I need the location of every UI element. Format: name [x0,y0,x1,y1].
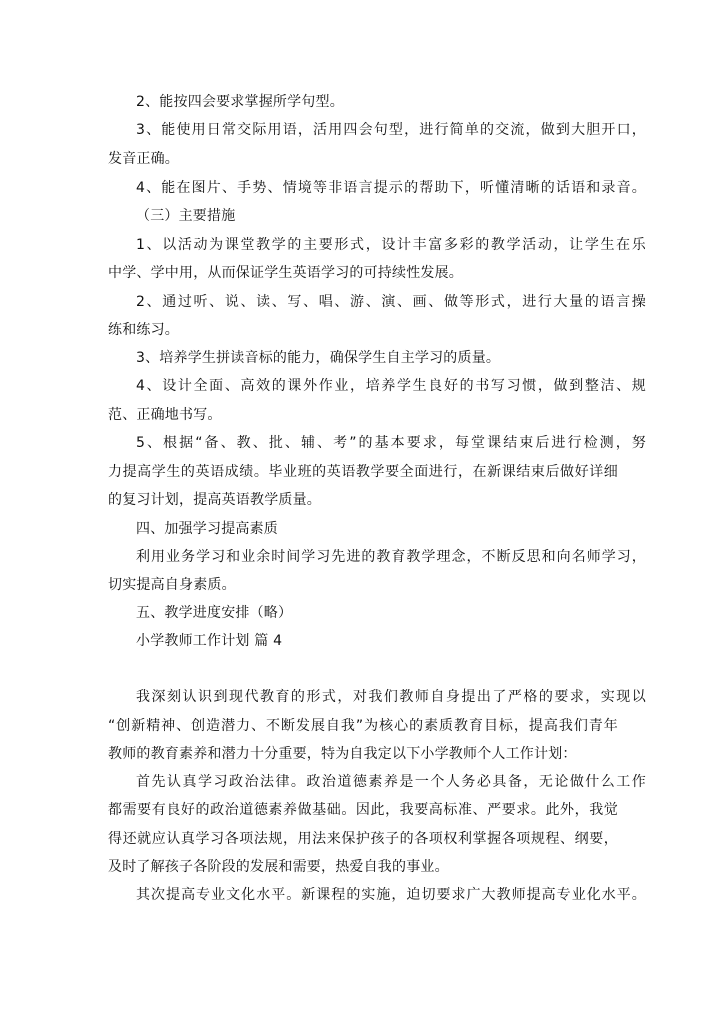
text-line: 5、根据“备、教、批、辅、考”的基本要求，每堂课结束后进行检测，努 [136,435,646,451]
text-line: 4、能在图片、手势、情境等非语言提示的帮助下，听懂清晰的话语和录音。 [136,180,646,196]
text-line: “创新精神、创造潜力、不断发展自我”为核心的素质教育目标，提高我们青年 [108,718,618,734]
section-heading: 四、加强学习提高素质 [136,521,278,537]
text-line: 1、以活动为课堂教学的主要形式，设计丰富多彩的教学活动，让学生在乐 [136,237,646,253]
text-line: 我深刻认识到现代教育的形式，对我们教师自身提出了严格的要求，实现以 [136,689,646,705]
text-line: 3、能使用日常交际用语，活用四会句型，进行简单的交流，做到大胆开口， [136,122,646,138]
section-heading: 五、教学进度安排（略） [136,605,293,621]
text-line: 得还就应认真学习各项法规，用法来保护孩子的各项权利掌握各项规程、纲要， [108,831,618,847]
text-line: 的复习计划，提高英语教学质量。 [108,492,321,508]
text-line: 2、能按四会要求掌握所学句型。 [136,94,344,110]
text-line: 首先认真学习政治法律。政治道德素养是一个人务必具备，无论做什么工作 [136,774,646,790]
text-line: 教师的教育素养和潜力十分重要，特为自我定以下小学教师个人工作计划： [108,746,577,762]
text-line: 2、通过听、说、读、写、唱、游、演、画、做等形式，进行大量的语言操 [136,294,646,310]
text-line: 力提高学生的英语成绩。毕业班的英语教学要全面进行，在新课结束后做好详细 [108,464,618,480]
article-title: 小学教师工作计划 篇 4 [136,633,283,649]
text-line: 练和练习。 [108,322,179,338]
text-line: 中学、学中用，从而保证学生英语学习的可持续性发展。 [108,265,463,281]
text-line: 发音正确。 [108,151,179,167]
text-line: 都需要有良好的政治道德素养做基础。因此，我要高标准、严要求。此外，我觉 [108,802,618,818]
text-line: 范、正确地书写。 [108,407,222,423]
text-line: 4、设计全面、高效的课外作业，培养学生良好的书写习惯，做到整洁、规 [136,378,646,394]
text-line: 其次提高专业文化水平。新课程的实施，迫切要求广大教师提高专业化水平。 [136,887,646,903]
text-line: 及时了解孩子各阶段的发展和需要，热爱自我的事业。 [108,859,449,875]
section-heading: （三）主要措施 [136,208,236,224]
text-line: 利用业务学习和业余时间学习先进的教育教学理念，不断反思和向名师学习， [136,549,646,565]
text-line: 3、培养学生拼读音标的能力，确保学生自主学习的质量。 [136,350,501,366]
text-line: 切实提高自身素质。 [108,577,236,593]
